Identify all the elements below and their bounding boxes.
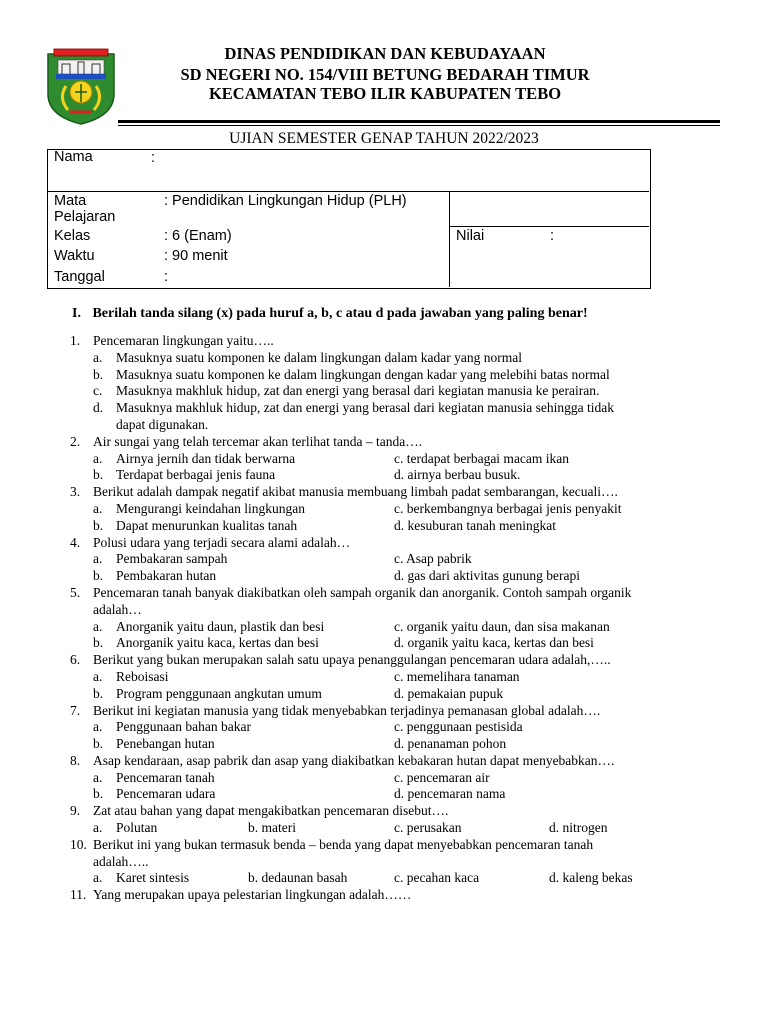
question-text-line: a.: [93, 350, 103, 365]
question-text-line: Masuknya suatu komponen ke dalam lingkungan dengan kadar yang melebihi batas normal: [116, 367, 610, 382]
question-text-line: Polutan: [116, 820, 158, 835]
time-value: : 90 menit: [164, 248, 228, 264]
question-text-line: 4.: [70, 535, 81, 550]
question-text-line: c. memelihara tanaman: [394, 669, 520, 684]
question-text-line: 6.: [70, 652, 81, 667]
question-text-line: Berikut ini kegiatan manusia yang tidak menyebabkan terjadinya pemanasan global adalah….: [93, 703, 601, 718]
section-instruction: [72, 306, 588, 322]
name-colon: :: [151, 150, 156, 166]
subject-label-line1: Mata: [54, 193, 87, 209]
question-text-line: Masuknya makhluk hidup, zat dan energi yang berasal dari kegiatan manusia sehingga tidak: [116, 400, 614, 415]
question-text-line: a.: [93, 501, 103, 516]
question-text-line: a.: [93, 451, 103, 466]
district-name: KECAMATAN TEBO ILIR KABUPATEN TEBO: [208, 84, 562, 103]
question-text-line: d. nitrogen: [549, 820, 608, 835]
question-text-line: Penggunaan bahan bakar: [116, 719, 251, 734]
question-text-line: b.: [93, 568, 104, 583]
question-text-line: Berikut adalah dampak negatif akibat manusia membuang limbah padat sembarangan, kecuali….: [93, 484, 618, 499]
question-text-line: a.: [93, 770, 103, 785]
question-text-line: 9.: [70, 803, 81, 818]
question-text-line: c. pencemaran air: [394, 770, 490, 785]
section-number: I.: [72, 306, 81, 321]
question-text-line: a.: [93, 669, 103, 684]
question-text-line: Anorganik yaitu daun, plastik dan besi: [116, 619, 325, 634]
score-label: Nilai: [456, 228, 485, 244]
name-label: Nama: [54, 149, 93, 165]
question-text-line: Pencemaran udara: [116, 786, 216, 801]
question-text-line: 11.: [70, 887, 87, 902]
question-text-line: Masuknya suatu komponen ke dalam lingkungan dalam kadar yang normal: [116, 350, 523, 365]
question-text-line: c. penggunaan pestisida: [394, 719, 523, 734]
table-divider-name-right: [155, 191, 649, 192]
question-text-line: c. perusakan: [394, 820, 462, 835]
agency-name: DINAS PENDIDIKAN DAN KEBUDAYAAN: [224, 44, 546, 63]
question-text-line: b.: [93, 786, 104, 801]
question-text-line: d. penanaman pohon: [394, 736, 507, 751]
question-text-line: 8.: [70, 753, 81, 768]
time-label: Waktu: [54, 248, 95, 264]
question-text-line: c. organik yaitu daun, dan sisa makanan: [394, 619, 610, 634]
question-text-line: 5.: [70, 585, 81, 600]
question-text-line: b.: [93, 467, 104, 482]
question-text-line: d.: [93, 400, 104, 415]
table-divider-score-row: [449, 226, 649, 227]
question-text-line: d. pemakaian pupuk: [394, 686, 504, 701]
question-text-line: Airnya jernih dan tidak berwarna: [116, 451, 296, 466]
question-text-line: Reboisasi: [116, 669, 169, 684]
question-text-line: adalah…: [93, 602, 142, 617]
question-text-line: Pembakaran sampah: [116, 551, 228, 566]
score-colon: :: [550, 228, 555, 244]
question-text-line: c. berkembangnya berbagai jenis penyakit: [394, 501, 622, 516]
question-text-line: c.: [93, 383, 103, 398]
question-text-line: Berikut ini yang bukan termasuk benda – benda yang dapat menyebabkan pencemaran tanah: [93, 837, 594, 852]
header-divider-thick: [118, 120, 720, 123]
question-text-line: d. kesuburan tanah meningkat: [394, 518, 556, 533]
question-text-line: d. organik yaitu kaca, kertas dan besi: [394, 635, 594, 650]
question-text-line: 10.: [70, 837, 87, 852]
question-text-line: Pencemaran tanah: [116, 770, 215, 785]
question-text-line: 7.: [70, 703, 81, 718]
question-text-line: b.: [93, 367, 104, 382]
question-text-line: a.: [93, 619, 103, 634]
question-text-line: c. Asap pabrik: [394, 551, 472, 566]
question-text-line: Berikut yang bukan merupakan salah satu upaya penanggulangan pencemaran udara adalah,…..: [93, 652, 611, 667]
subject-label-line2: Pelajaran: [54, 209, 116, 225]
question-text-line: Yang merupakan upaya pelestarian lingkungan adalah……: [93, 887, 412, 902]
class-label: Kelas: [54, 228, 91, 244]
question-text-line: Penebangan hutan: [116, 736, 215, 751]
question-text-line: 1.: [70, 333, 81, 348]
question-text-line: Program penggunaan angkutan umum: [116, 686, 322, 701]
school-name: SD NEGERI NO. 154/VIII BETUNG BEDARAH TIMUR: [180, 65, 590, 84]
question-text-line: Karet sintesis: [116, 870, 190, 885]
question-text-line: b.: [93, 518, 104, 533]
exam-title: UJIAN SEMESTER GENAP TAHUN 2022/2023: [229, 130, 539, 147]
question-text-line: 3.: [70, 484, 81, 499]
question-text-line: b. dedaunan basah: [248, 870, 348, 885]
question-text-line: Pencemaran lingkungan yaitu…..: [93, 333, 274, 348]
question-text-line: adalah…..: [93, 854, 149, 869]
class-value: : 6 (Enam): [164, 228, 232, 244]
question-text-line: Masuknya makhluk hidup, zat dan energi yang berasal dari kegiatan manusia ke perairan.: [116, 383, 600, 398]
question-text-line: Zat atau bahan yang dapat mengakibatkan pencemaran disebut….: [93, 803, 449, 818]
question-text-line: Anorganik yaitu kaca, kertas dan besi: [116, 635, 319, 650]
question-text-line: Pencemaran tanah banyak diakibatkan oleh sampah organik dan anorganik. Contoh sampah organik: [93, 585, 632, 600]
question-text-line: Asap kendaraan, asap pabrik dan asap yang diakibatkan kebakaran hutan dapat menyebabkan….: [93, 753, 615, 768]
question-text-line: Terdapat berbagai jenis fauna: [116, 467, 276, 482]
question-text-line: b. materi: [248, 820, 296, 835]
question-text-line: a.: [93, 870, 103, 885]
question-text-line: d. pencemaran nama: [394, 786, 506, 801]
question-text-line: Dapat menurunkan kualitas tanah: [116, 518, 298, 533]
question-text-line: b.: [93, 635, 104, 650]
question-text-line: d. kaleng bekas: [549, 870, 633, 885]
section-instruction-text: Berilah tanda silang (x) pada huruf a, b, c atau d pada jawaban yang paling benar!: [92, 306, 588, 321]
regency-emblem-logo: [44, 44, 118, 126]
question-text-line: a.: [93, 820, 103, 835]
question-text-line: Polusi udara yang terjadi secara alami adalah…: [93, 535, 351, 550]
date-value: :: [164, 269, 169, 285]
question-text-line: b.: [93, 736, 104, 751]
subject-value: : Pendidikan Lingkungan Hidup (PLH): [164, 193, 407, 209]
question-text-line: c. terdapat berbagai macam ikan: [394, 451, 570, 466]
header-divider-thin: [118, 125, 720, 126]
question-text-line: b.: [93, 686, 104, 701]
question-text-line: a.: [93, 719, 103, 734]
question-text-line: d. airnya berbau busuk.: [394, 467, 521, 482]
question-text-line: a.: [93, 551, 103, 566]
date-label: Tanggal: [54, 269, 105, 285]
question-text-line: c. pecahan kaca: [394, 870, 480, 885]
question-text-line: Air sungai yang telah tercemar akan terlihat tanda – tanda….: [93, 434, 423, 449]
question-text-line: Pembakaran hutan: [116, 568, 217, 583]
table-divider-score-col: [449, 191, 450, 287]
question-text-line: dapat digunakan.: [116, 417, 209, 432]
question-text-line: d. gas dari aktivitas gunung berapi: [394, 568, 580, 583]
question-text-line: Mengurangi keindahan lingkungan: [116, 501, 305, 516]
question-text-line: 2.: [70, 434, 81, 449]
